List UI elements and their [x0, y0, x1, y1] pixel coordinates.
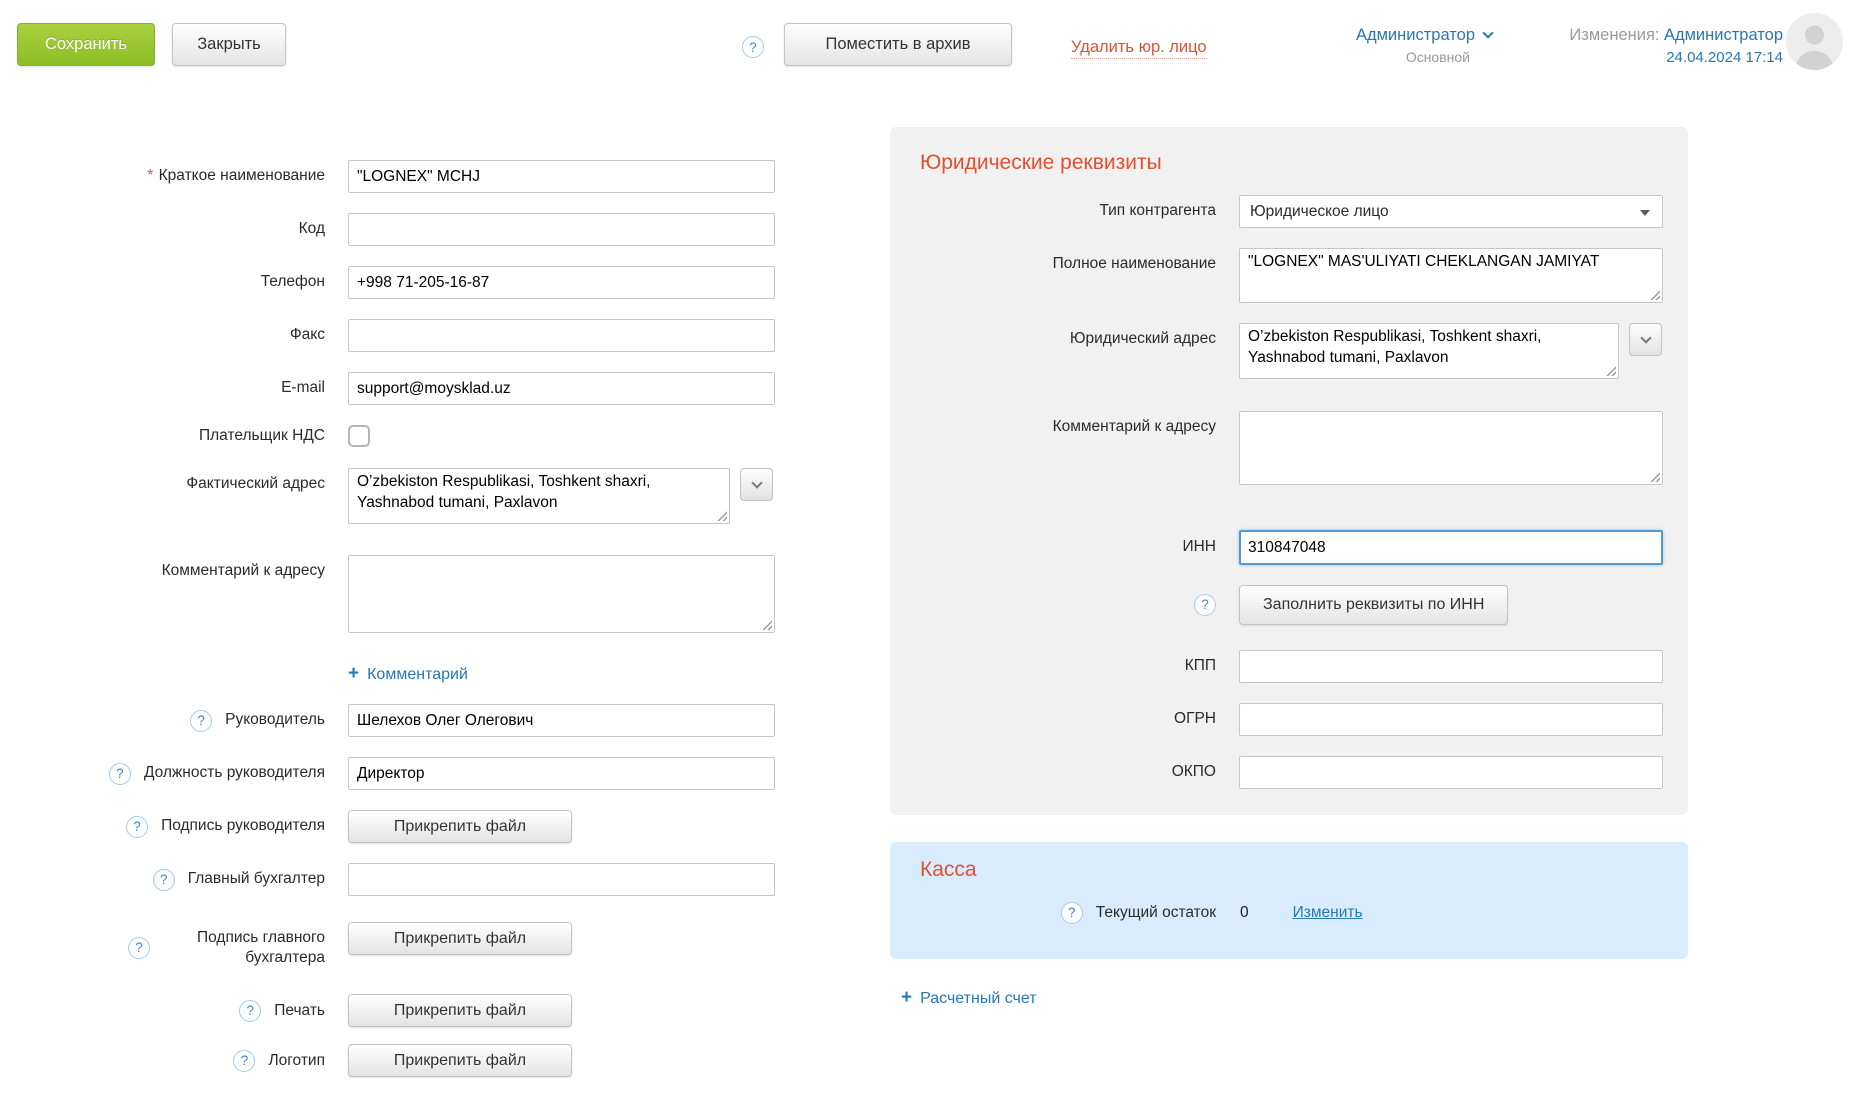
attach-stamp-button[interactable]: Прикрепить файл [348, 994, 572, 1027]
head-position-label: Должность руководителя [143, 764, 325, 782]
chief-accountant-input[interactable] [348, 863, 775, 896]
row-fill-by-inn [920, 585, 1662, 625]
phone-label: Телефон [260, 273, 325, 291]
counterparty-type-select[interactable] [1239, 195, 1663, 228]
head-label: Руководитель [225, 711, 325, 729]
legal-details-panel [890, 127, 1688, 815]
field-row-counterparty-type [920, 195, 1662, 228]
actual-address-textarea[interactable] [348, 468, 730, 524]
cash-balance-row [920, 902, 1662, 924]
save-button[interactable]: Сохранить [17, 23, 155, 66]
field-row-email [0, 372, 810, 405]
chevron-down-icon [1640, 332, 1651, 343]
help-icon[interactable]: ? [190, 710, 212, 732]
legal-details-column [890, 127, 1688, 1009]
field-row-stamp [0, 994, 810, 1027]
archive-button[interactable]: Поместить в архив [784, 23, 1012, 66]
help-icon[interactable]: ? [126, 816, 148, 838]
help-icon[interactable]: ? [239, 1000, 261, 1022]
inn-input[interactable] [1239, 530, 1663, 565]
help-icon[interactable]: ? [742, 36, 764, 58]
help-icon[interactable]: ? [109, 763, 131, 785]
general-info-form [0, 160, 810, 1097]
field-row-logo [0, 1044, 810, 1077]
changes-date-link[interactable]: 24.04.2024 17:14 [1666, 49, 1783, 66]
short-name-input[interactable] [348, 160, 775, 193]
code-label: Код [298, 220, 325, 238]
email-input[interactable] [348, 372, 775, 405]
attach-head-signature-button[interactable]: Прикрепить файл [348, 810, 572, 843]
chief-accountant-label: Главный бухгалтер [187, 870, 325, 888]
current-user-block [1300, 26, 1492, 65]
head-position-input[interactable] [348, 757, 775, 790]
close-button[interactable]: Закрыть [172, 23, 286, 66]
required-mark: * [147, 167, 154, 185]
changes-author-link[interactable]: Администратор [1663, 26, 1783, 44]
actual-address-label: Фактический адрес [186, 475, 325, 492]
okpo-input[interactable] [1239, 756, 1663, 789]
attach-logo-button[interactable]: Прикрепить файл [348, 1044, 572, 1077]
full-name-textarea[interactable] [1239, 248, 1663, 303]
field-row-vat-payer [0, 425, 810, 447]
row-add-comment [0, 663, 810, 685]
current-balance-label: Текущий остаток [1095, 903, 1216, 921]
delete-legal-entity-link[interactable]: Удалить юр. лицо [1071, 38, 1207, 59]
field-row-chief-accountant [0, 863, 810, 896]
fax-input[interactable] [348, 319, 775, 352]
field-row-code [0, 213, 810, 246]
user-menu-link[interactable]: Администратор [1355, 26, 1475, 44]
help-icon[interactable]: ? [1194, 594, 1216, 616]
stamp-label: Печать [274, 1001, 325, 1019]
short-name-label: * Краткое наименование [147, 167, 325, 185]
fax-label: Факс [289, 326, 325, 344]
add-comment-link[interactable]: + Комментарий [348, 663, 468, 684]
kpp-input[interactable] [1239, 650, 1663, 683]
cashbox-panel [890, 842, 1688, 959]
head-input[interactable] [348, 704, 775, 737]
field-row-short-name [0, 160, 810, 193]
phone-input[interactable] [348, 266, 775, 299]
actual-address-dropdown-button[interactable] [740, 468, 773, 501]
chevron-down-icon[interactable] [1482, 27, 1493, 38]
inn-label: ИНН [1182, 538, 1216, 556]
ogrn-label: ОГРН [1174, 710, 1216, 728]
field-row-legal-address [920, 323, 1662, 379]
email-label: E-mail [281, 379, 325, 397]
help-icon[interactable]: ? [1061, 902, 1083, 924]
attach-accountant-signature-button[interactable]: Прикрепить файл [348, 922, 572, 955]
legal-address-comment-label: Комментарий к адресу [1052, 418, 1216, 435]
help-icon[interactable]: ? [128, 937, 150, 959]
legal-address-comment-textarea[interactable] [1239, 411, 1663, 485]
legal-address-textarea[interactable] [1239, 323, 1619, 379]
field-row-okpo [920, 756, 1662, 789]
chevron-down-icon [751, 477, 762, 488]
ogrn-input[interactable] [1239, 703, 1663, 736]
add-bank-account-link[interactable]: + Расчетный счет [901, 987, 1037, 1008]
field-row-kpp [920, 650, 1662, 683]
cashbox-title: Касса [920, 858, 977, 881]
edit-balance-link[interactable]: Изменить [1292, 904, 1363, 921]
field-row-address-comment [0, 555, 810, 633]
accountant-signature-label: Подпись главного бухгалтера [197, 929, 325, 967]
field-row-phone [0, 266, 810, 299]
counterparty-type-label: Тип контрагента [1099, 202, 1216, 220]
logo-label: Логотип [268, 1051, 325, 1069]
field-row-inn [920, 530, 1662, 565]
field-row-ogrn [920, 703, 1662, 736]
changes-block [1505, 26, 1783, 66]
vat-payer-checkbox[interactable] [348, 425, 370, 447]
changes-label: Изменения: [1569, 26, 1660, 44]
legal-address-label: Юридический адрес [1069, 330, 1216, 347]
head-signature-label: Подпись руководителя [161, 817, 325, 835]
counterparty-type-value: Юридическое лицо [1250, 202, 1389, 220]
user-role-label: Основной [1405, 49, 1470, 65]
address-comment-textarea[interactable] [348, 555, 775, 633]
field-row-head-signature [0, 810, 810, 843]
plus-icon: + [901, 987, 913, 1008]
full-name-label: Полное наименование [1052, 255, 1216, 272]
help-icon[interactable]: ? [153, 869, 175, 891]
legal-details-title: Юридические реквизиты [920, 151, 1162, 174]
caret-down-icon [1640, 210, 1650, 216]
avatar[interactable] [1786, 13, 1843, 70]
field-row-fax [0, 319, 810, 352]
current-balance-value: 0 [1240, 904, 1249, 921]
plus-icon: + [348, 663, 360, 684]
code-input[interactable] [348, 213, 775, 246]
address-comment-label: Комментарий к адресу [161, 562, 325, 579]
okpo-label: ОКПО [1171, 763, 1216, 781]
help-icon[interactable]: ? [233, 1050, 255, 1072]
kpp-label: КПП [1184, 657, 1216, 675]
field-row-full-name [920, 248, 1662, 303]
fill-by-inn-button[interactable]: Заполнить реквизиты по ИНН [1239, 585, 1508, 625]
field-row-head [0, 704, 810, 737]
field-row-accountant-signature [0, 922, 810, 968]
field-row-head-position [0, 757, 810, 790]
field-row-actual-address [0, 468, 810, 524]
legal-address-dropdown-button[interactable] [1629, 323, 1662, 356]
field-row-legal-address-comment [920, 411, 1662, 485]
person-icon [1786, 13, 1843, 70]
vat-payer-label: Плательщик НДС [199, 426, 325, 444]
